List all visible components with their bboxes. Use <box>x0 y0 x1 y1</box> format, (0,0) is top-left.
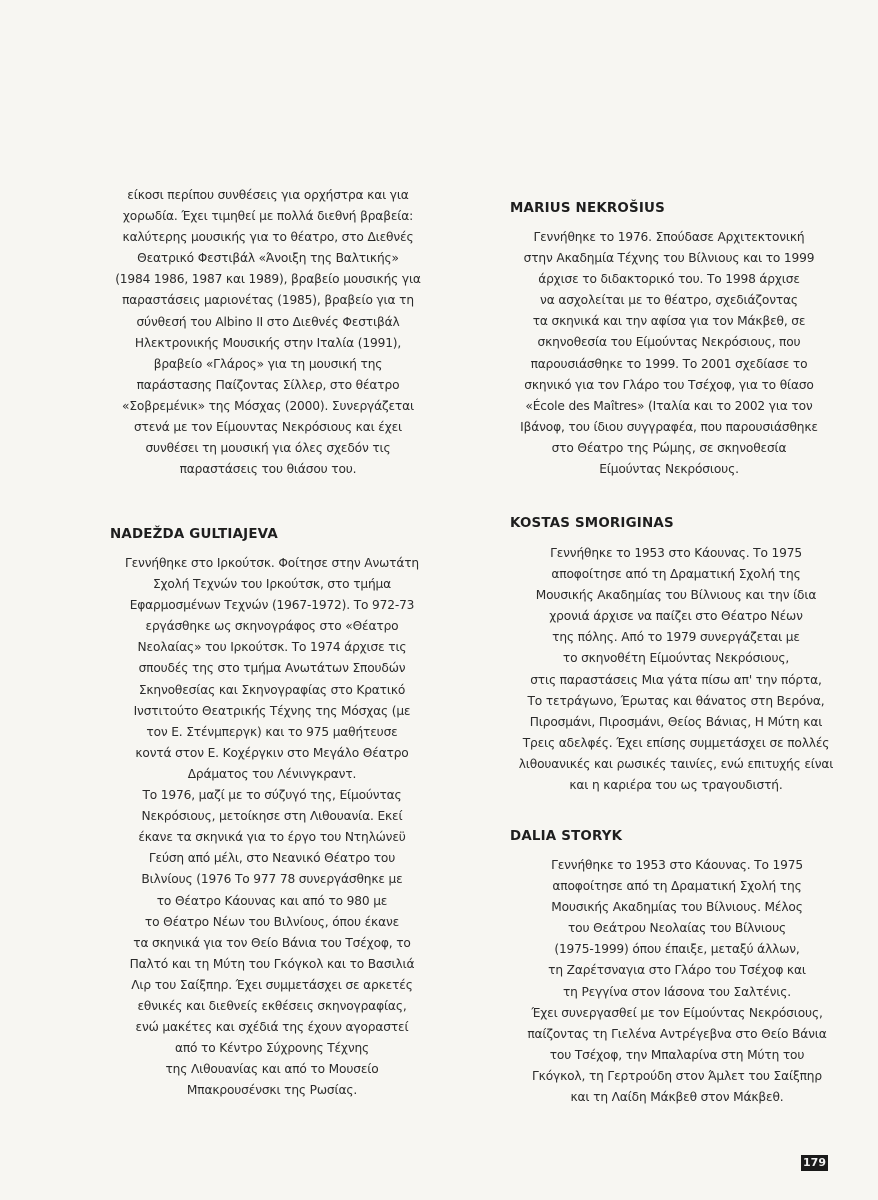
text-line: εργάσθηκε ως σκηνογράφος στο «Θέατρο <box>145 619 399 634</box>
nadezda-heading: NADEŽDA GULTIAJEVA <box>110 527 278 542</box>
text-line: και η καριέρα του ως τραγουδιστή. <box>569 778 783 793</box>
text-line: παραστάσεις του θιάσου του. <box>179 462 357 477</box>
text-line: Ηλεκτρονικής Μουσικής στην Ιταλία (1991), <box>134 335 402 350</box>
text-line: Είμούντας Νεκρόσιους. <box>599 462 739 477</box>
text-line: Μουσικής Ακαδημίας του Βίλνιους. Μέλος <box>551 900 803 915</box>
text-line: παραστάσεις μαριονέτας (1985), βραβείο για τη <box>122 293 414 308</box>
text-line: αποφοίτησε από τη Δραματική Σχολή της <box>552 879 802 894</box>
text-line: Γεννήθηκε το 1976. Σπούδασε Αρχιτεκτονική <box>533 230 805 244</box>
text-line: Γεννήθηκε το 1953 στο Κάουνας. Το 1975 <box>550 546 802 560</box>
text-line: να ασχολείται με το θέατρο, σχεδιάζοντας <box>540 293 798 308</box>
text-line: σύνθεσή του Albino II στο Διεθνές Φεστιβάλ <box>136 314 400 329</box>
text-line: Νεολαίας» του Ιρκούτσκ. Το 1974 άρχισε τις <box>137 640 407 655</box>
text-line: Γεύση από μέλι, στο Νεανικό Θέατρο του <box>148 851 396 866</box>
text-line: Γκόγκολ, τη Γερτρούδη στον Άμλετ του Σαίξπηρ <box>532 1068 822 1083</box>
text-line: Εφαρμοσμένων Τεχνών (1967-1972). Το 972-73 <box>129 598 415 613</box>
text-line: Το τετράγωνο, Έρωτας και θάνατος στη Βερόνα, <box>527 693 825 708</box>
text-line: Τρεις αδελφές. Έχει επίσης συμμετάσχει σε πολλές <box>522 735 830 750</box>
text-line: Μπακρουσένσκι της Ρωσίας. <box>186 1083 358 1098</box>
text-line: Σκηνοθεσίας και Σκηνογραφίας στο Κρατικό <box>138 682 406 697</box>
text-line: παράστασης Παίζοντας Σίλλερ, στο θέατρο <box>136 377 400 392</box>
text-line: «École des Maîtres» (Ιταλία και το 2002 για τον <box>525 398 813 413</box>
text-line: της πόλης. Από το 1979 συνεργάζεται με <box>552 630 800 645</box>
page-number: 179 <box>801 1155 828 1171</box>
intro-paragraph <box>38 185 498 480</box>
text-line: τη Ζαρέτσναγια στο Γλάρο του Τσέχοφ και <box>548 963 806 978</box>
dalia-bio <box>447 855 878 1108</box>
kostas-bio <box>446 543 878 796</box>
text-line: Παλτό και τη Μύτη του Γκόγκολ και το Βασιλιά <box>129 956 415 971</box>
text-line: βραβείο «Γλάρος» για τη μουσική της <box>153 356 383 371</box>
text-line: στο Θέατρο της Ρώμης, σε σκηνοθεσία <box>551 440 787 455</box>
text-line: ενώ μακέτες και σχέδιά της έχουν αγοραστεί <box>135 1020 409 1035</box>
text-line: τον Ε. Στένμπεργκ) και το 975 μαθήτευσε <box>146 724 398 739</box>
text-line: συνθέσει τη μουσική για όλες σχεδόν τις <box>145 441 391 456</box>
dalia-heading: DALIA STORYK <box>510 829 623 844</box>
text-line: σπουδές της στο τμήμα Ανωτάτων Σπουδών <box>138 661 406 676</box>
text-line: στενά με τον Είμουντας Νεκρόσιους και έχει <box>133 420 403 435</box>
text-line: Ιβάνοφ, του ίδιου συγγραφέα, που παρουσιάσθηκε <box>520 419 818 434</box>
text-line: κοντά στον Ε. Κοχέργκιν στο Μεγάλο Θέατρο <box>135 745 409 760</box>
nadezda-bio <box>42 553 502 1101</box>
text-line: αποφοίτησε από τη Δραματική Σχολή της <box>551 567 801 582</box>
text-line: Έχει συνεργασθεί με τον Είμούντας Νεκρόσιους, <box>531 1005 823 1020</box>
text-line: καλύτερης μουσικής για το θέατρο, στο Διεθνές <box>122 230 414 245</box>
text-line: Μουσικής Ακαδημίας του Βίλνιους και την ίδια <box>535 588 817 603</box>
text-line: από το Κέντρο Σύχρονης Τέχνης <box>174 1041 370 1056</box>
text-line: λιθουανικές και ρωσικές ταινίες, ενώ επιτυχής είναι <box>518 756 834 771</box>
text-line: Βιλνίους (1976 Το 977 78 συνεργάσθηκε με <box>141 872 403 887</box>
text-line: Γεννήθηκε το 1953 στο Κάουνας. Το 1975 <box>551 858 803 872</box>
text-line: παρουσιάσθηκε το 1999. Το 2001 σχεδίασε το <box>530 356 808 371</box>
text-line: το σκηνοθέτη Είμούντας Νεκρόσιους, <box>562 651 790 666</box>
text-line: τα σκηνικά και την αφίσα για τον Μάκβεθ, σε <box>532 314 806 329</box>
text-line: Γεννήθηκε στο Ιρκούτσκ. Φοίτησε στην Ανωτάτη <box>124 556 420 570</box>
text-line: έκανε τα σκηνικά για το έργο του Ντηλώνεϋ <box>138 830 406 845</box>
text-line: της Λιθουανίας και από το Μουσείο <box>165 1062 379 1077</box>
text-line: Ινστιτούτο Θεατρικής Τέχνης της Μόσχας (με <box>133 703 411 718</box>
text-line: Σχολή Τεχνών του Ιρκούτσκ, στο τμήμα <box>152 577 392 592</box>
text-line: Δράματος του Λένινγκραντ. <box>187 766 357 781</box>
text-line: σκηνοθεσία του Είμούντας Νεκρόσιους, που <box>537 335 801 350</box>
text-line: στην Ακαδημία Τέχνης του Βίλνιους και το 1999 <box>523 251 815 266</box>
text-line: παίζοντας τη Γιελένα Αντρέγεβνα στο Θείο Βάνια <box>527 1026 827 1041</box>
text-line: είκοσι περίπου συνθέσεις για ορχήστρα και για <box>127 188 409 202</box>
text-line: Νεκρόσιους, μετοίκησε στη Λιθουανία. Εκεί <box>141 809 403 824</box>
text-line: και τη Λαίδη Μάκβεθ στον Μάκβεθ. <box>570 1090 784 1105</box>
text-line: του Θεάτρου Νεολαίας του Βίλνιους <box>567 921 787 936</box>
text-line: «Σοβρεμένικ» της Μόσχας (2000). Συνεργάζεται <box>122 398 414 413</box>
text-line: Το 1976, μαζί με το σύζυγό της, Είμούντας <box>142 788 402 803</box>
text-line: εθνικές και διεθνείς εκθέσεις σκηνογραφίας, <box>137 998 407 1013</box>
text-line: Λιρ του Σαίξπηρ. Έχει συμμετάσχει σε αρκετές <box>131 977 413 992</box>
marius-bio <box>439 227 878 480</box>
text-line: άρχισε το διδακτορικό του. Το 1998 άρχισε <box>538 272 800 287</box>
text-line: Πιροσμάνι, Πιροσμάνι, Θείος Βάνιας, Η Μύτη και <box>529 714 823 729</box>
text-line: το Θέατρο Κάουνας και από το 980 με <box>156 893 388 908</box>
text-line: (1975-1999) όπου έπαιξε, μεταξύ άλλων, <box>554 942 800 957</box>
text-line: το Θέατρο Νέων του Βιλνίους, όπου έκανε <box>144 914 400 929</box>
text-line: του Τσέχοφ, την Μπαλαρίνα στη Μύτη του <box>549 1047 805 1062</box>
text-line: (1984 1986, 1987 και 1989), βραβείο μουσικής για <box>115 272 421 287</box>
text-line: στις παραστάσεις Μια γάτα πίσω απ' την πόρτα, <box>530 672 822 687</box>
text-line: σκηνικό για τον Γλάρο του Τσέχοφ, για το θίασο <box>524 377 814 392</box>
kostas-heading: KOSTAS SMORIGINAS <box>510 516 674 531</box>
text-line: Θεατρικό Φεστιβάλ «Άνοιξη της Βαλτικής» <box>137 251 399 266</box>
text-line: χορωδία. Έχει τιμηθεί με πολλά διεθνή βραβεία: <box>122 209 414 224</box>
text-line: χρονιά άρχισε να παίζει στο Θέατρο Νέων <box>549 609 803 624</box>
text-line: τα σκηνικά για τον Θείο Βάνια του Τσέχοφ, το <box>133 935 411 950</box>
text-line: τη Ρεγγίνα στον Ιάσονα του Σαλτένις. <box>562 984 791 999</box>
marius-heading: MARIUS NEKROŠIUS <box>510 201 665 216</box>
